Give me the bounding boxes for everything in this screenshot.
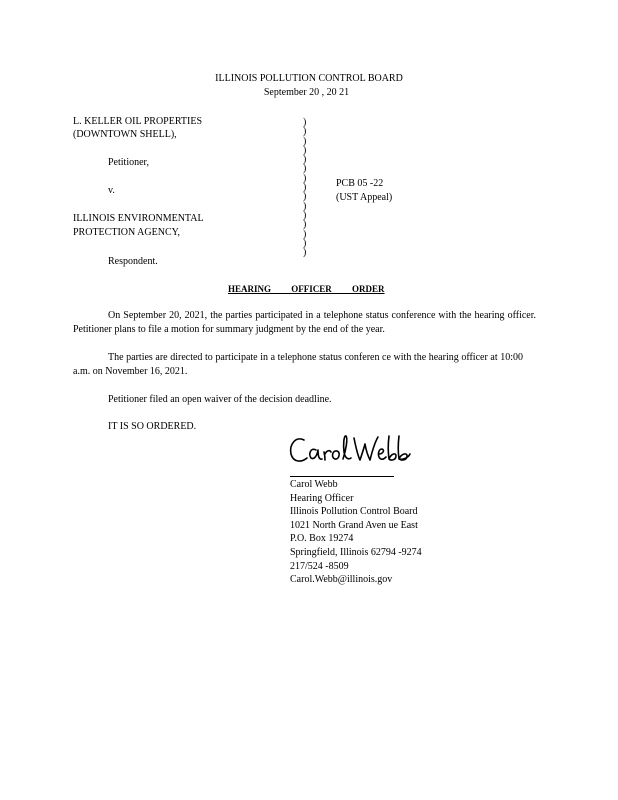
paragraph-so-ordered: IT IS SO ORDERED.	[108, 421, 197, 432]
officer-contact-block	[290, 478, 422, 587]
officer-phone: 217/524 -8509	[290, 560, 349, 572]
caption-paren-column	[303, 118, 306, 257]
caption-paren: )	[303, 191, 307, 203]
caption-paren: )	[303, 163, 307, 175]
signature-line	[290, 476, 394, 477]
caption-paren: )	[303, 117, 307, 128]
officer-organization: Illinois Pollution Control Board	[290, 506, 418, 518]
officer-city-state-zip: Springfield, Illinois 62794 -9274	[290, 546, 422, 558]
paragraph-waiver: Petitioner filed an open waiver of the decision deadline.	[108, 394, 332, 405]
paragraph-status-conference: On September 20, 2021, the parties participated in a telephone status conference with the hearing officer. Petitioner plans to file a motion for summary judgment by the end of the year.	[73, 310, 536, 335]
officer-street-address: 1021 North Grand Aven ue East	[290, 519, 418, 531]
caption-paren: )	[303, 135, 307, 147]
caption-paren: )	[303, 209, 307, 221]
paragraph-next-conference: The parties are directed to participate in a telephone status conferen ce with the hearing officer at 10:00 a.m. on November 16, 2021.	[73, 352, 523, 377]
officer-name: Carol Webb	[290, 479, 338, 490]
officer-email: Carol.Webb@illinois.gov	[290, 574, 393, 586]
caption-paren: )	[303, 154, 307, 166]
caption-paren: )	[303, 182, 307, 194]
order-title: HEARING OFFICER ORDER	[228, 284, 385, 294]
caption-paren: )	[303, 247, 307, 259]
caption-paren: )	[303, 126, 307, 138]
board-name: ILLINOIS POLLUTION CONTROL BOARD	[215, 73, 403, 84]
petitioner-name-line1: L. KELLER OIL PROPERTIES	[73, 116, 203, 127]
handwritten-signature	[286, 430, 416, 474]
versus-label: v.	[108, 185, 115, 196]
caption-paren: )	[303, 172, 307, 184]
officer-po-box: P.O. Box 19274	[290, 533, 354, 545]
caption-paren: )	[303, 228, 307, 240]
respondent-role: Respondent.	[108, 256, 158, 267]
case-number: PCB 05 -22	[336, 178, 384, 189]
officer-title: Hearing Officer	[290, 492, 354, 504]
caption-paren: )	[303, 200, 307, 212]
order-date: September 20 , 20 21	[263, 87, 350, 98]
caption-paren: )	[303, 219, 307, 231]
respondent-name-line2: PROTECTION AGENCY,	[73, 227, 181, 238]
caption-paren: )	[303, 237, 307, 249]
petitioner-role: Petitioner,	[108, 157, 149, 168]
case-type: (UST Appeal)	[336, 192, 393, 203]
petitioner-name-line2: (DOWNTOWN SHELL),	[73, 129, 177, 140]
caption-paren: )	[303, 144, 307, 156]
respondent-name-line1: ILLINOIS ENVIRONMENTAL	[73, 213, 204, 224]
